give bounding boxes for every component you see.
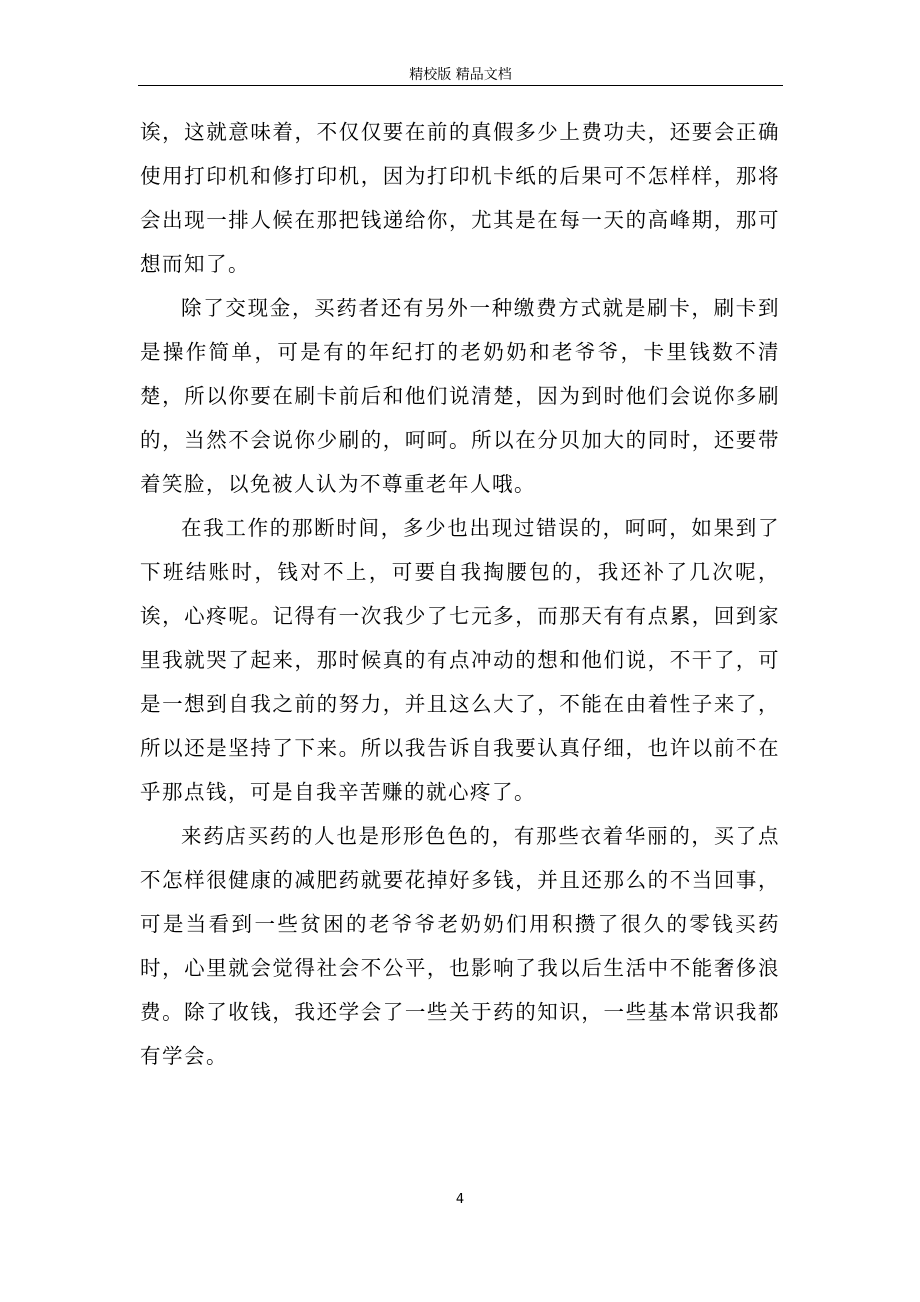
document-body <box>140 110 780 1078</box>
page-header: 精校版 精品文档 <box>409 67 512 83</box>
paragraph: 来药店买药的人也是形形色色的，有那些衣着华丽的，买了点不怎样很健康的减肥药就要花掉好多钱，并且还那么的不当回事，可是当看到一些贫困的老爷爷老奶奶们用积攒了很久的零钱买药时，心里就会觉得社会不公平，也影响了我以后生活中不能奢侈浪费。除了收钱，我还学会了一些关于药的知识，一些基本常识我都有学会。 <box>140 824 780 1068</box>
paragraph: 诶，这就意味着，不仅仅要在前的真假多少上费功夫，还要会正确使用打印机和修打印机，因为打印机卡纸的后果可不怎样样，那将会出现一排人候在那把钱递给你，尤其是在每一天的高峰期，那可想而知了。 <box>140 120 780 276</box>
page-number: 4 <box>455 1192 465 1207</box>
header-divider <box>138 85 783 86</box>
paragraph: 在我工作的那断时间，多少也出现过错误的，呵呵，如果到了下班结账时，钱对不上，可要自我掏腰包的，我还补了几次呢，诶，心疼呢。记得有一次我少了七元多，而那天有有点累，回到家里我就哭了起来，那时候真的有点冲动的想和他们说，不干了，可是一想到自我之前的努力，并且这么大了，不能在由着性子来了，所以还是坚持了下来。所以我告诉自我要认真仔细，也许以前不在乎那点钱，可是自我辛苦赚的就心疼了。 <box>140 516 780 804</box>
paragraph: 除了交现金，买药者还有另外一种缴费方式就是刷卡，刷卡到是操作简单，可是有的年纪打的老奶奶和老爷爷，卡里钱数不清楚，所以你要在刷卡前后和他们说清楚，因为到时他们会说你多刷的，当然不会说你少刷的，呵呵。所以在分贝加大的同时，还要带着笑脸，以免被人认为不尊重老年人哦。 <box>140 296 780 496</box>
